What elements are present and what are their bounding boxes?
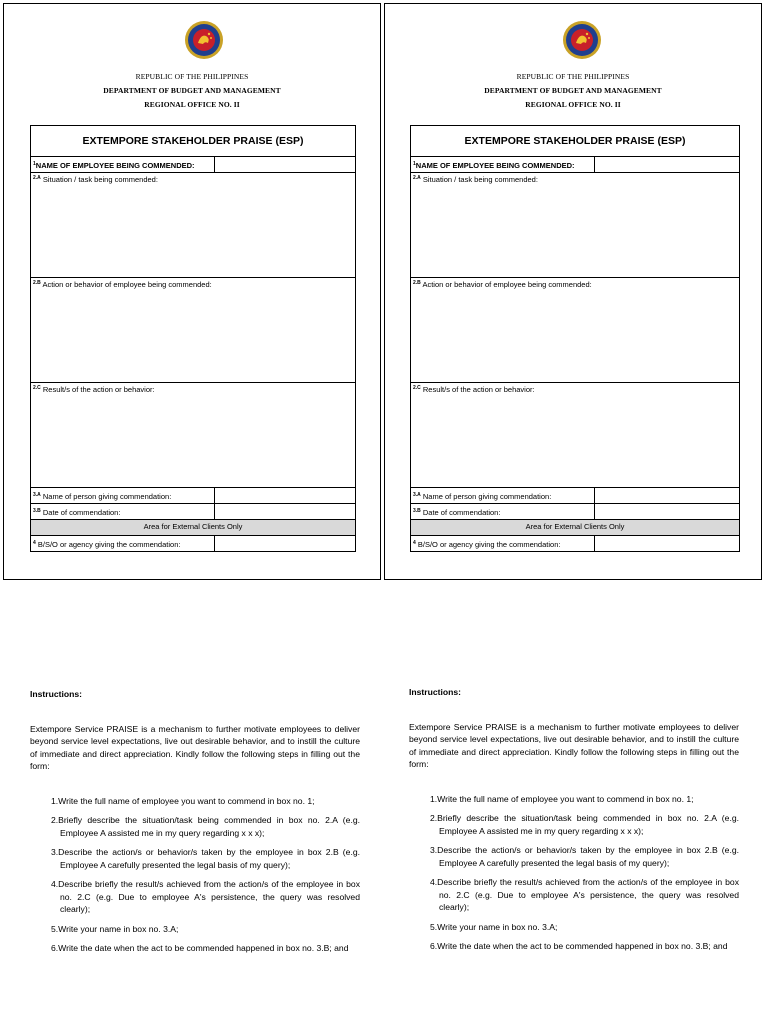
external-clients-header: Area for External Clients Only bbox=[31, 520, 355, 536]
instructions-left bbox=[30, 688, 360, 962]
instructions-intro: Extempore Service PRAISE is a mechanism to further motivate employees to deliver beyond service level expectations, live out desirable behavior, and to instill the culture of immediate and direct appreciation. Kindly follow the following steps in filling out the form: bbox=[409, 721, 739, 769]
employee-name-field[interactable] bbox=[215, 157, 355, 172]
esp-form-panel-right bbox=[384, 3, 762, 580]
instruction-step: 3.Describe the action/s or behavior/s taken by the employee in box 2.B (e.g. Employee A carefully presented the legal basis of my query); bbox=[51, 847, 360, 870]
esp-form-panel-left bbox=[3, 3, 381, 580]
instruction-step: 6.Write the date when the act to be commended happened in box no. 3.B; and bbox=[430, 941, 728, 951]
form-title: EXTEMPORE STAKEHOLDER PRAISE (ESP) bbox=[411, 126, 739, 157]
esp-form bbox=[410, 125, 740, 552]
header-republic: REPUBLIC OF THE PHILIPPINES bbox=[516, 72, 630, 81]
commender-name-row bbox=[411, 488, 739, 504]
instructions-steps bbox=[409, 793, 739, 953]
instruction-step: 5.Write your name in box no. 3.A; bbox=[51, 923, 179, 934]
header-department: DEPARTMENT OF BUDGET AND MANAGEMENT bbox=[484, 86, 662, 95]
agency-label: $^4$ B/S/O or agency giving the commendation: bbox=[411, 536, 595, 551]
date-label: $^{3.B}$ Date of commendation: bbox=[31, 504, 215, 519]
dbm-seal-icon bbox=[562, 20, 602, 60]
date-field[interactable] bbox=[215, 504, 355, 519]
action-box[interactable]: $^{2.B}$ Action or behavior of employee being commended: bbox=[31, 278, 355, 383]
instruction-step: 2.Briefly describe the situation/task being commended in box no. 2.A (e.g. Employee A assisted me in my query regarding x x x); bbox=[430, 813, 739, 836]
external-clients-header: Area for External Clients Only bbox=[411, 520, 739, 536]
instruction-step: 6.Write the date when the act to be commended happened in box no. 3.B; and bbox=[51, 943, 349, 953]
agency-field[interactable] bbox=[595, 536, 739, 551]
result-box[interactable]: $^{2.C}$ Result/s of the action or behavior: bbox=[31, 383, 355, 488]
instruction-step: 1.Write the full name of employee you want to commend in box no. 1; bbox=[51, 795, 315, 806]
employee-name-row bbox=[411, 157, 739, 173]
date-row bbox=[411, 504, 739, 520]
commender-name-label: $^{3.A}$ Name of person giving commendation: bbox=[411, 488, 595, 503]
situation-box[interactable]: $^{2.A}$ Situation / task being commended: bbox=[411, 173, 739, 278]
instructions-heading: Instructions: bbox=[409, 687, 462, 697]
agency-row bbox=[31, 536, 355, 551]
instructions-right bbox=[409, 686, 739, 960]
employee-name-label: $^1$NAME OF EMPLOYEE BEING COMMENDED: bbox=[31, 157, 215, 172]
instructions-steps bbox=[30, 795, 360, 955]
commender-name-field[interactable] bbox=[595, 488, 739, 503]
agency-field[interactable] bbox=[215, 536, 355, 551]
agency-label: $^4$ B/S/O or agency giving the commendation: bbox=[31, 536, 215, 551]
instruction-step: 1.Write the full name of employee you want to commend in box no. 1; bbox=[430, 793, 694, 804]
instruction-step: 5.Write your name in box no. 3.A; bbox=[430, 921, 558, 932]
employee-name-label: $^1$NAME OF EMPLOYEE BEING COMMENDED: bbox=[411, 157, 595, 172]
instruction-step: 2.Briefly describe the situation/task being commended in box no. 2.A (e.g. Employee A assisted me in my query regarding x x x); bbox=[51, 815, 360, 838]
form-title: EXTEMPORE STAKEHOLDER PRAISE (ESP) bbox=[31, 126, 355, 157]
result-box[interactable]: $^{2.C}$ Result/s of the action or behavior: bbox=[411, 383, 739, 488]
esp-form bbox=[30, 125, 356, 552]
instructions-intro: Extempore Service PRAISE is a mechanism to further motivate employees to deliver beyond service level expectations, live out desirable behavior, and to instill the culture of immediate and direct appreciation. Kindly follow the following steps in filling out the form: bbox=[30, 723, 360, 771]
instructions-heading: Instructions: bbox=[30, 689, 83, 699]
header-department: DEPARTMENT OF BUDGET AND MANAGEMENT bbox=[103, 86, 281, 95]
header-regional-office: REGIONAL OFFICE NO. II bbox=[525, 100, 621, 109]
agency-row bbox=[411, 536, 739, 551]
header-regional-office: REGIONAL OFFICE NO. II bbox=[144, 100, 240, 109]
commender-name-row bbox=[31, 488, 355, 504]
date-row bbox=[31, 504, 355, 520]
date-label: $^{3.B}$ Date of commendation: bbox=[411, 504, 595, 519]
employee-name-row bbox=[31, 157, 355, 173]
date-field[interactable] bbox=[595, 504, 739, 519]
instruction-step: 4.Describe briefly the result/s achieved from the action/s of the employee in box no. 2.C (e.g. Due to employee A's persistence, the query was resolved clearly); bbox=[430, 877, 739, 912]
situation-box[interactable]: $^{2.A}$ Situation / task being commended: bbox=[31, 173, 355, 278]
employee-name-field[interactable] bbox=[595, 157, 739, 172]
action-box[interactable]: $^{2.B}$ Action or behavior of employee being commended: bbox=[411, 278, 739, 383]
commender-name-field[interactable] bbox=[215, 488, 355, 503]
commender-name-label: $^{3.A}$ Name of person giving commendation: bbox=[31, 488, 215, 503]
header-republic: REPUBLIC OF THE PHILIPPINES bbox=[135, 72, 249, 81]
dbm-seal-icon bbox=[184, 20, 224, 60]
instruction-step: 3.Describe the action/s or behavior/s taken by the employee in box 2.B (e.g. Employee A carefully presented the legal basis of my query); bbox=[430, 845, 739, 868]
instruction-step: 4.Describe briefly the result/s achieved from the action/s of the employee in box no. 2.C (e.g. Due to employee A's persistence, the query was resolved clearly); bbox=[51, 879, 360, 914]
